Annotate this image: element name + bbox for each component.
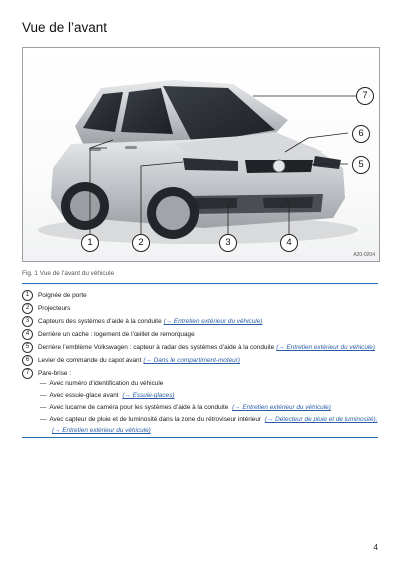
callout-5: 5 [352,156,370,174]
divider-top [22,283,378,284]
item-number: 6 [22,355,33,366]
vw-emblem [273,160,285,172]
item-text: Derrière un cache : logement de l’œillet de remorquage [38,331,195,338]
sub-item [40,392,175,399]
dash: — [40,404,47,411]
callout-4: 4 [280,234,298,252]
list-item [22,342,375,353]
sub-item-text: Avec essuie-glace avant [49,392,119,399]
callout-6: 6 [352,125,370,143]
item-number: 2 [22,303,33,314]
item-text: Projecteurs [38,305,71,312]
item-number: 7 [22,368,33,379]
item-text: Pare-brise : [38,370,72,377]
sub-item-text: Avec capteur de pluie et de luminosité dans la zone du rétroviseur intérieur [49,416,261,423]
list-item [22,290,87,301]
cross-reference-link[interactable]: (→ Essuie-glaces) [122,392,175,399]
sub-item-continuation [50,427,151,434]
cross-reference-link[interactable]: (→ Entretien extérieur du véhicule) [232,404,331,411]
list-item [22,316,262,327]
car-illustration [23,48,379,261]
item-text: Capteurs des systèmes d’aide à la conduite [38,318,162,325]
list-item [22,303,70,314]
page-number: 4 [373,543,378,552]
dash: — [40,416,47,423]
list-item [22,355,240,366]
page-title: Vue de l’avant [22,20,108,35]
item-text: Levier de commande du capot avant [38,357,142,364]
item-text: Poignée de porte [38,292,87,299]
sub-item [40,416,377,423]
callout-3: 3 [219,234,237,252]
item-number: 4 [22,329,33,340]
dash: — [40,380,47,387]
cross-reference-link[interactable]: (→ Entretien extérieur du véhicule) [276,344,375,351]
vehicle-front-figure [22,47,380,262]
cross-reference-link[interactable]: (→ Détecteur de pluie et de luminosité), [264,416,378,423]
cross-reference-link[interactable]: (→ Dans le compartiment-moteur) [143,357,240,364]
divider-bottom [22,437,378,438]
item-number: 1 [22,290,33,301]
callout-7: 7 [356,87,374,105]
sub-item [40,380,163,387]
list-item [22,368,71,379]
item-text: Derrière l’emblème Volkswagen : capteur à radar des systèmes d’aide à la conduite [38,344,275,351]
item-number: 3 [22,316,33,327]
dash: — [40,392,47,399]
list-item [22,329,195,340]
figure-code: A20-0204 [353,252,375,258]
cross-reference-link[interactable]: (→ Entretien extérieur du véhicule) [163,318,263,325]
sub-item-text: Avec numéro d’identification du véhicule [49,380,164,387]
callout-1: 1 [81,234,99,252]
cross-reference-link[interactable]: (→ Entretien extérieur du véhicule) [52,427,151,434]
item-number: 5 [22,342,33,353]
sub-item [40,404,331,411]
figure-caption: Fig. 1 Vue de l’avant du véhicule [22,270,115,277]
callout-2: 2 [132,234,150,252]
sub-item-text: Avec lucarne de caméra pour les systèmes d’aide à la conduite [49,404,229,411]
